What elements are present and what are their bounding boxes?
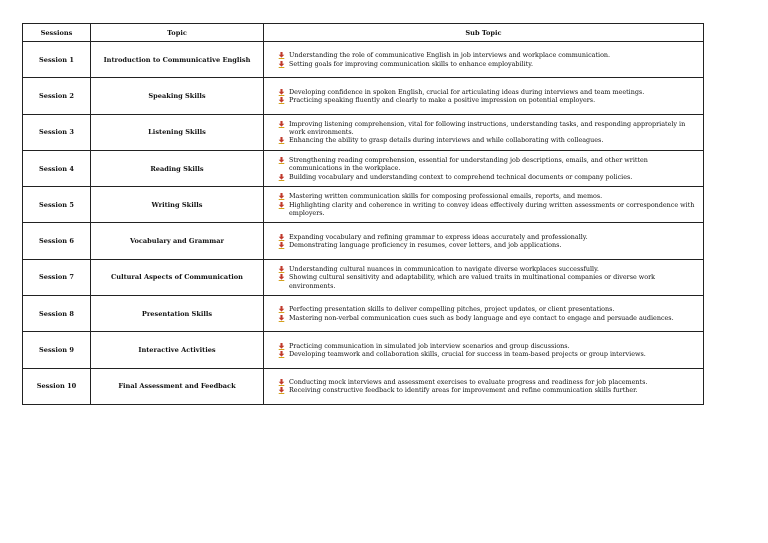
sub-topic-text: Demonstrating language proficiency in resumes, cover letters, and job applications. [289, 241, 562, 250]
list-item [278, 342, 697, 350]
sub-topic-text: Mastering non-verbal communication cues such as body language and eye contact to engage and persuade audiences. [289, 313, 674, 322]
sub-topic-list [278, 265, 697, 290]
sub-topic-text: Receiving constructive feedback to identify areas for improvement and refine communication skills further. [289, 386, 638, 395]
list-item [278, 60, 697, 68]
sub-topic-text: Expanding vocabulary and refining grammar to express ideas accurately and professionally. [289, 232, 588, 241]
sub-topic-list [278, 120, 697, 145]
table-row [23, 259, 704, 295]
arrow-down-bullet-icon [278, 242, 285, 249]
list-item [278, 173, 697, 181]
arrow-down-bullet-icon [278, 202, 285, 209]
arrow-down-bullet-icon [278, 266, 285, 273]
sub-topic-text: Understanding the role of communicative English in job interviews and workplace communication. [289, 51, 611, 60]
sub-topic-text: Developing teamwork and collaboration skills, crucial for success in team-based projects or group interviews. [289, 350, 646, 359]
sub-topic-text: Highlighting clarity and coherence in writing to convey ideas effectively during written assessments or correspondence with employers. [289, 200, 695, 218]
table-row [23, 368, 704, 404]
topic-cell: Vocabulary and Grammar [91, 223, 264, 259]
arrow-down-bullet-icon [278, 379, 285, 386]
sub-topic-cell [264, 332, 704, 368]
table-row [23, 187, 704, 223]
sub-topic-list [278, 305, 697, 322]
table-header [23, 24, 704, 42]
topic-cell: Speaking Skills [91, 78, 264, 114]
arrow-down-bullet-icon [278, 157, 285, 164]
list-item [278, 96, 697, 104]
arrow-down-bullet-icon [278, 61, 285, 68]
sub-topic-text: Conducting mock interviews and assessment exercises to evaluate progress and readiness for job placements. [289, 377, 648, 386]
list-item [278, 241, 697, 249]
sub-topic-text: Improving listening comprehension, vital for following instructions, understanding tasks, and responding appropriately in work environments. [289, 119, 686, 137]
sub-topic-text: Strengthening reading comprehension, essential for understanding job descriptions, emails, and other written communications in the workplace. [289, 155, 648, 173]
arrow-down-bullet-icon [278, 306, 285, 313]
sub-topic-list [278, 342, 697, 359]
arrow-down-bullet-icon [278, 52, 285, 59]
table-row [23, 42, 704, 78]
topic-cell: Introduction to Communicative English [91, 42, 264, 78]
header-row [23, 24, 704, 42]
session-cell: Session 3 [23, 114, 91, 150]
table-row [23, 296, 704, 332]
arrow-down-bullet-icon [278, 351, 285, 358]
arrow-down-bullet-icon [278, 121, 285, 128]
sub-topic-text: Mastering written communication skills for composing professional emails, reports, and memos. [289, 192, 603, 201]
table-row [23, 150, 704, 186]
sub-topic-cell [264, 296, 704, 332]
sub-topic-cell [264, 259, 704, 295]
session-cell: Session 4 [23, 150, 91, 186]
sub-topic-list [278, 233, 697, 250]
session-cell: Session 6 [23, 223, 91, 259]
sub-topic-cell [264, 187, 704, 223]
document-page [22, 23, 703, 405]
table-row [23, 332, 704, 368]
sub-topic-cell [264, 42, 704, 78]
sub-topic-cell [264, 223, 704, 259]
list-item [278, 386, 697, 394]
arrow-down-bullet-icon [278, 315, 285, 322]
list-item [278, 51, 697, 59]
sub-topic-text: Building vocabulary and understanding context to comprehend technical documents or company policies. [289, 172, 633, 181]
session-cell: Session 2 [23, 78, 91, 114]
list-item [278, 192, 697, 200]
sub-topic-cell [264, 78, 704, 114]
topic-cell: Interactive Activities [91, 332, 264, 368]
list-item [278, 378, 697, 386]
list-item [278, 273, 697, 290]
topic-cell: Final Assessment and Feedback [91, 368, 264, 404]
sub-topic-list [278, 88, 697, 105]
list-item [278, 201, 697, 218]
arrow-down-bullet-icon [278, 137, 285, 144]
arrow-down-bullet-icon [278, 193, 285, 200]
sub-topic-list [278, 51, 697, 68]
table-row [23, 114, 704, 150]
sub-topic-text: Practicing speaking fluently and clearly to make a positive impression on potential employers. [289, 95, 596, 104]
header-sub-topic: Sub Topic [264, 24, 704, 42]
table-row [23, 223, 704, 259]
session-table [22, 23, 704, 405]
arrow-down-bullet-icon [278, 89, 285, 96]
topic-cell: Reading Skills [91, 150, 264, 186]
table-row [23, 78, 704, 114]
arrow-down-bullet-icon [278, 387, 285, 394]
arrow-down-bullet-icon [278, 234, 285, 241]
session-cell: Session 9 [23, 332, 91, 368]
list-item [278, 156, 697, 173]
header-sessions: Sessions [23, 24, 91, 42]
arrow-down-bullet-icon [278, 97, 285, 104]
sub-topic-text: Showing cultural sensitivity and adaptability, which are valued traits in multinational companies or diverse work environments. [289, 273, 656, 290]
topic-cell: Presentation Skills [91, 296, 264, 332]
sub-topic-text: Developing confidence in spoken English, crucial for articulating ideas during interviews and team meetings. [289, 87, 645, 96]
list-item [278, 136, 697, 144]
session-cell: Session 1 [23, 42, 91, 78]
sub-topic-cell [264, 114, 704, 150]
session-cell: Session 7 [23, 259, 91, 295]
arrow-down-bullet-icon [278, 174, 285, 181]
sub-topic-cell [264, 150, 704, 186]
sub-topic-text: Enhancing the ability to grasp details during interviews and while collaborating with colleagues. [289, 136, 604, 145]
topic-cell: Writing Skills [91, 187, 264, 223]
list-item [278, 305, 697, 313]
topic-cell: Listening Skills [91, 114, 264, 150]
sub-topic-list [278, 192, 697, 217]
session-cell: Session 8 [23, 296, 91, 332]
header-topic: Topic [91, 24, 264, 42]
session-cell: Session 10 [23, 368, 91, 404]
sub-topic-text: Practicing communication in simulated job interview scenarios and group discussions. [289, 341, 570, 350]
arrow-down-bullet-icon [278, 274, 285, 281]
list-item [278, 314, 697, 322]
sub-topic-text: Perfecting presentation skills to deliver compelling pitches, project updates, or client presentations. [289, 305, 615, 314]
list-item [278, 265, 697, 273]
sub-topic-cell [264, 368, 704, 404]
sub-topic-text: Setting goals for improving communication skills to enhance employability. [289, 59, 533, 68]
sub-topic-list [278, 156, 697, 181]
list-item [278, 88, 697, 96]
sub-topic-text: Understanding cultural nuances in communication to navigate diverse workplaces successfully. [289, 264, 599, 273]
list-item [278, 233, 697, 241]
arrow-down-bullet-icon [278, 343, 285, 350]
list-item [278, 120, 697, 137]
list-item [278, 350, 697, 358]
table-body [23, 42, 704, 405]
topic-cell: Cultural Aspects of Communication [91, 259, 264, 295]
sub-topic-list [278, 378, 697, 395]
session-cell: Session 5 [23, 187, 91, 223]
